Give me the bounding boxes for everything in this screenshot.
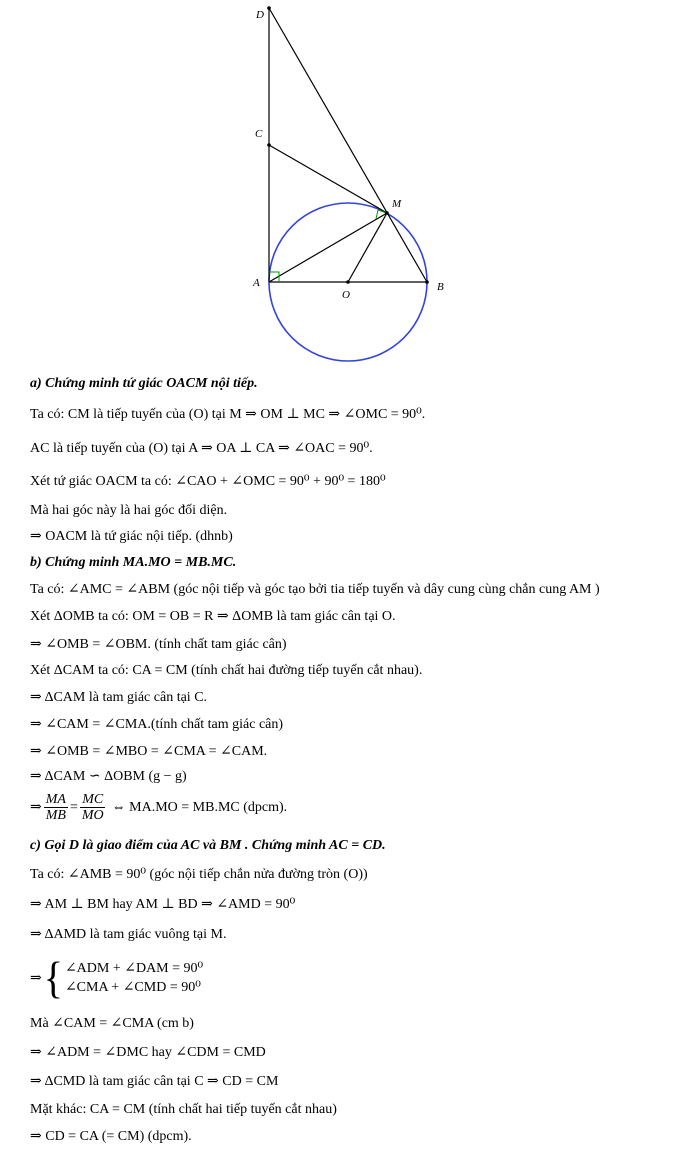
text-line: ⇒ OACM là tứ giác nội tiếp. (dhnb)	[30, 529, 233, 544]
text-line: ⇒ AM ⊥ BM hay AM ⊥ BD ⇒ ∠AMD = 90⁰	[30, 897, 296, 912]
numerator: MA	[45, 792, 66, 807]
heading-a: a) Chứng minh tứ giác OACM nội tiếp.	[30, 376, 258, 391]
equivalence-text: ⇔ MA.MO = MB.MC (dpcm).	[111, 799, 288, 815]
label-m: M	[392, 198, 402, 210]
text-line: ⇒ ∠ADM = ∠DMC hay ∠CDM = CMD	[30, 1045, 266, 1060]
numerator: MC	[82, 792, 104, 807]
implies-symbol: ⇒	[30, 970, 42, 986]
label-d: D	[256, 9, 264, 21]
segment-om	[348, 213, 387, 282]
denominator: MO	[81, 808, 104, 823]
label-c: C	[255, 128, 263, 140]
point-d	[267, 6, 271, 10]
point-b	[425, 280, 429, 284]
text-line: Xét ΔCAM ta có: CA = CM (tính chất hai đường tiếp tuyến cắt nhau).	[30, 663, 423, 678]
text-line: Xét tứ giác OACM ta có: ∠CAO + ∠OMC = 90⁰ + 90⁰ = 180⁰	[30, 474, 386, 489]
point-o	[346, 280, 350, 284]
segment-am	[269, 213, 387, 282]
text-line: Mặt khác: CA = CM (tính chất hai tiếp tuyến cắt nhau)	[30, 1102, 337, 1117]
heading-b: b) Chứng minh MA.MO = MB.MC.	[30, 555, 237, 570]
segment-cm	[269, 145, 387, 213]
text-line: ⇒ ΔCMD là tam giác cân tại C ⇒ CD = CM	[30, 1074, 279, 1089]
segment-db	[269, 8, 427, 282]
text-line: AC là tiếp tuyến của (O) tại A ⇒ OA ⊥ CA ⇒ ∠OAC = 90⁰.	[30, 441, 373, 456]
text-line: ⇒ ∠OMB = ∠OBM. (tính chất tam giác cân)	[30, 637, 287, 652]
equation-system	[30, 952, 204, 1003]
label-a: A	[253, 277, 260, 289]
implies-symbol: ⇒	[30, 799, 42, 815]
point-c	[267, 143, 271, 147]
fraction-mc-mo	[80, 792, 106, 823]
text-line: Ta có: CM là tiếp tuyến của (O) tại M ⇒ OM ⊥ MC ⇒ ∠OMC = 90⁰.	[30, 407, 426, 422]
text-line: Xét ΔOMB ta có: OM = OB = R ⇒ ΔOMB là tam giác cân tại O.	[30, 609, 396, 624]
denominator: MB	[45, 808, 66, 823]
fraction-equation	[30, 792, 287, 823]
label-b: B	[437, 281, 444, 293]
text-line: ⇒ ∠CAM = ∠CMA.(tính chất tam giác cân)	[30, 717, 284, 732]
equals-sign: =	[69, 799, 78, 815]
text-line: Mà ∠CAM = ∠CMA (cm b)	[30, 1016, 194, 1031]
text-line: ⇒ ΔAMD là tam giác vuông tại M.	[30, 927, 227, 942]
text-line: Mà hai góc này là hai góc đối diện.	[30, 503, 228, 518]
label-o: O	[342, 289, 350, 301]
point-m	[385, 211, 389, 215]
text-line: ⇒ CD = CA (= CM) (dpcm).	[30, 1129, 192, 1144]
text-line: ⇒ ∠OMB = ∠MBO = ∠CMA = ∠CAM.	[30, 744, 268, 759]
system-row: ∠ADM + ∠DAM = 90⁰	[64, 961, 204, 976]
fraction-ma-mb	[44, 792, 68, 823]
text-line: Ta có: ∠AMB = 90⁰ (góc nội tiếp chắn nửa đường tròn (O))	[30, 867, 368, 882]
text-line: ⇒ ΔCAM là tam giác cân tại C.	[30, 690, 208, 705]
text-line: Ta có: ∠AMC = ∠ABM (góc nội tiếp và góc tạo bởi tia tiếp tuyến và dây cung cùng chắn cung AM )	[30, 582, 600, 597]
system-row: ∠CMA + ∠CMD = 90⁰	[64, 980, 201, 995]
text-line: ⇒ ΔCAM ∽ ΔOBM (g − g)	[30, 769, 187, 784]
left-brace: {	[43, 952, 63, 1003]
geometry-figure	[240, 0, 470, 362]
heading-c: c) Gọi D là giao điểm của AC và BM . Chứng minh AC = CD.	[30, 838, 386, 853]
